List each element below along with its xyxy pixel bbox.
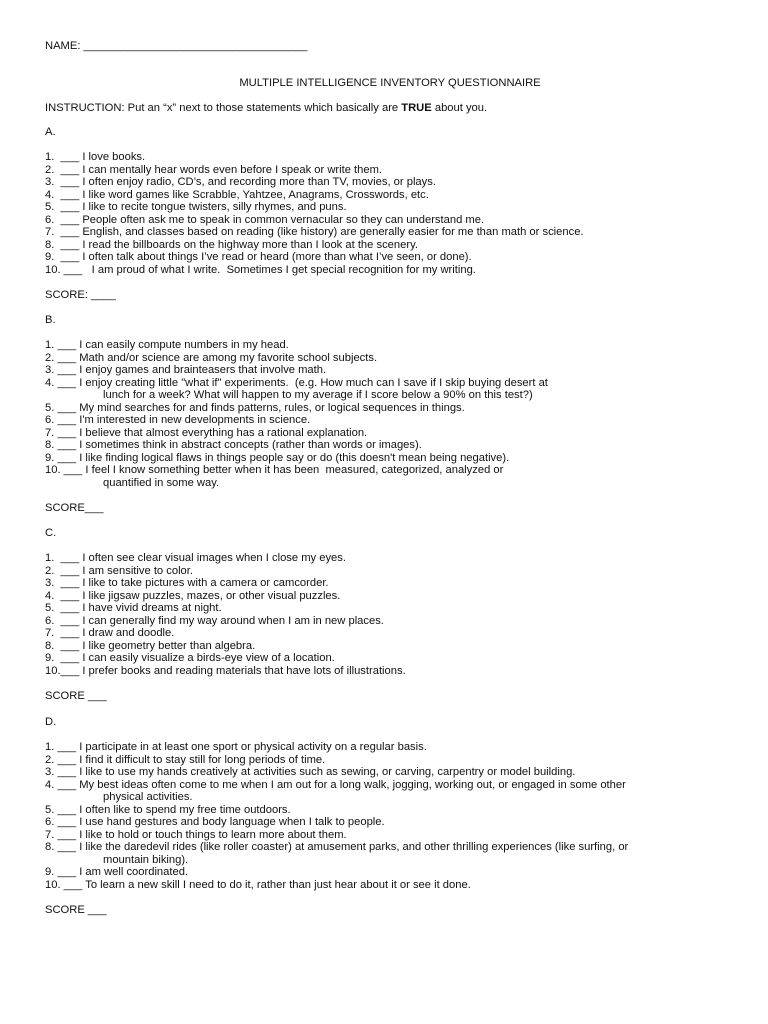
question-item[interactable]: 3. ___ I enjoy games and brainteasers that involve math. xyxy=(45,364,327,376)
question-item[interactable]: 7. ___ English, and classes based on reading (like history) are generally easier for me than math or science. xyxy=(45,226,584,238)
question-item[interactable]: 5. ___ I like to recite tongue twisters, silly rhymes, and puns. xyxy=(45,201,347,213)
question-item[interactable]: 4. ___ I like jigsaw puzzles, mazes, or other visual puzzles. xyxy=(45,589,341,602)
question-item[interactable]: 8. ___ I read the billboards on the highway more than I look at the scenery. xyxy=(45,238,418,251)
instruction-prefix: INSTRUCTION: Put an “x” next to those statements which basically are xyxy=(45,102,402,114)
instruction-bold: TRUE xyxy=(401,102,432,114)
question-item[interactable]: 7. ___ I like to hold or touch things to learn more about them. xyxy=(45,828,347,841)
question-item-continuation: lunch for a week? What will happen to my average if I score below a 90% on this test?) xyxy=(103,389,533,401)
question-item[interactable]: 3. ___ I like to use my hands creatively at activities such as sewing, or carving, carpentry or model building. xyxy=(45,766,576,778)
question-item[interactable]: 10. ___ I feel I know something better when it has been measured, categorized, analyzed or xyxy=(45,464,504,476)
question-item-continuation: quantified in some way. xyxy=(103,476,220,489)
name-field-line[interactable]: NAME: ____________________________________ xyxy=(45,40,308,52)
question-item[interactable]: 6. ___ I'm interested in new developments in science. xyxy=(45,414,311,426)
question-item[interactable]: 1. ___ I can easily compute numbers in my head. xyxy=(45,339,289,351)
question-item[interactable]: 1. ___ I love books. xyxy=(45,151,146,163)
page-title: MULTIPLE INTELLIGENCE INVENTORY QUESTIONNAIRE xyxy=(239,77,541,89)
question-item[interactable]: 10. ___ I am proud of what I write. Sometimes I get special recognition for my writing. xyxy=(45,263,476,276)
question-item[interactable]: 9. ___ I can easily visualize a birds-eye view of a location. xyxy=(45,652,335,664)
question-item[interactable]: 6. ___ I can generally find my way around when I am in new places. xyxy=(45,614,384,627)
section-letter: A. xyxy=(45,126,56,138)
question-item[interactable]: 8. ___ I sometimes think in abstract concepts (rather than words or images). xyxy=(45,439,422,451)
question-item[interactable]: 4. ___ I like word games like Scrabble, Yahtzee, Anagrams, Crosswords, etc. xyxy=(45,188,429,201)
section-d xyxy=(45,716,735,916)
question-item[interactable]: 6. ___ I use hand gestures and body language when I talk to people. xyxy=(45,816,385,828)
score-field[interactable]: SCORE ___ xyxy=(45,903,107,916)
question-item[interactable]: 4. ___ My best ideas often come to me when I am out for a long walk, jogging, working out, or engaged in some other xyxy=(45,778,626,791)
question-item[interactable]: 2. ___ I am sensitive to color. xyxy=(45,564,193,577)
question-item[interactable]: 4. ___ I enjoy creating little "what if" experiments. (e.g. How much can I save if I skip buying desert at xyxy=(45,376,548,389)
question-item[interactable]: 2. ___ Math and/or science are among my favorite school subjects. xyxy=(45,351,378,364)
score-field[interactable]: SCORE___ xyxy=(45,501,104,514)
section-letter: C. xyxy=(45,527,57,539)
question-item[interactable]: 5. ___ I often like to spend my free time outdoors. xyxy=(45,803,291,816)
question-item[interactable]: 3. ___ I often enjoy radio, CD’s, and recording more than TV, movies, or plays. xyxy=(45,176,436,188)
question-item[interactable]: 1. ___ I participate in at least one sport or physical activity on a regular basis. xyxy=(45,741,427,753)
question-item[interactable]: 9. ___ I like finding logical flaws in things people say or do (this doesn't mean being negative). xyxy=(45,451,510,464)
score-field[interactable]: SCORE: ____ xyxy=(45,288,116,301)
question-item[interactable]: 9. ___ I often talk about things I’ve read or heard (more than what I’ve seen, or done). xyxy=(45,251,472,263)
question-item[interactable]: 3. ___ I like to take pictures with a camera or camcorder. xyxy=(45,577,329,589)
instruction-suffix: about you. xyxy=(431,102,488,114)
section-letter: D. xyxy=(45,716,57,728)
question-item[interactable]: 2. ___ I find it difficult to stay still for long periods of time. xyxy=(45,753,326,766)
question-item[interactable]: 9. ___ I am well coordinated. xyxy=(45,866,189,878)
question-item[interactable]: 8. ___ I like the daredevil rides (like roller coaster) at amusement parks, and other thrilling experiences (like surfing, or xyxy=(45,841,629,853)
question-item[interactable]: 10.___ I prefer books and reading materials that have lots of illustrations. xyxy=(45,664,406,677)
question-item[interactable]: 10. ___ To learn a new skill I need to do it, rather than just hear about it or see it done. xyxy=(45,878,471,891)
section-a xyxy=(45,126,735,301)
question-item[interactable]: 7. ___ I draw and doodle. xyxy=(45,627,175,639)
instruction-text xyxy=(45,102,487,115)
question-item[interactable]: 1. ___ I often see clear visual images when I close my eyes. xyxy=(45,552,346,564)
section-c xyxy=(45,527,735,702)
section-b xyxy=(45,314,735,514)
question-item[interactable]: 7. ___ I believe that almost everything has a rational explanation. xyxy=(45,426,368,439)
question-item[interactable]: 6. ___ People often ask me to speak in common vernacular so they can understand me. xyxy=(45,213,485,226)
score-field[interactable]: SCORE ___ xyxy=(45,689,107,702)
question-item[interactable]: 5. ___ My mind searches for and finds patterns, rules, or logical sequences in things. xyxy=(45,401,465,414)
question-item-continuation: mountain biking). xyxy=(103,853,189,866)
question-item[interactable]: 5. ___ I have vivid dreams at night. xyxy=(45,602,222,614)
question-item[interactable]: 8. ___ I like geometry better than algebra. xyxy=(45,639,256,652)
question-item[interactable]: 2. ___ I can mentally hear words even before I speak or write them. xyxy=(45,163,383,176)
section-letter: B. xyxy=(45,314,56,326)
question-item-continuation: physical activities. xyxy=(103,791,193,803)
